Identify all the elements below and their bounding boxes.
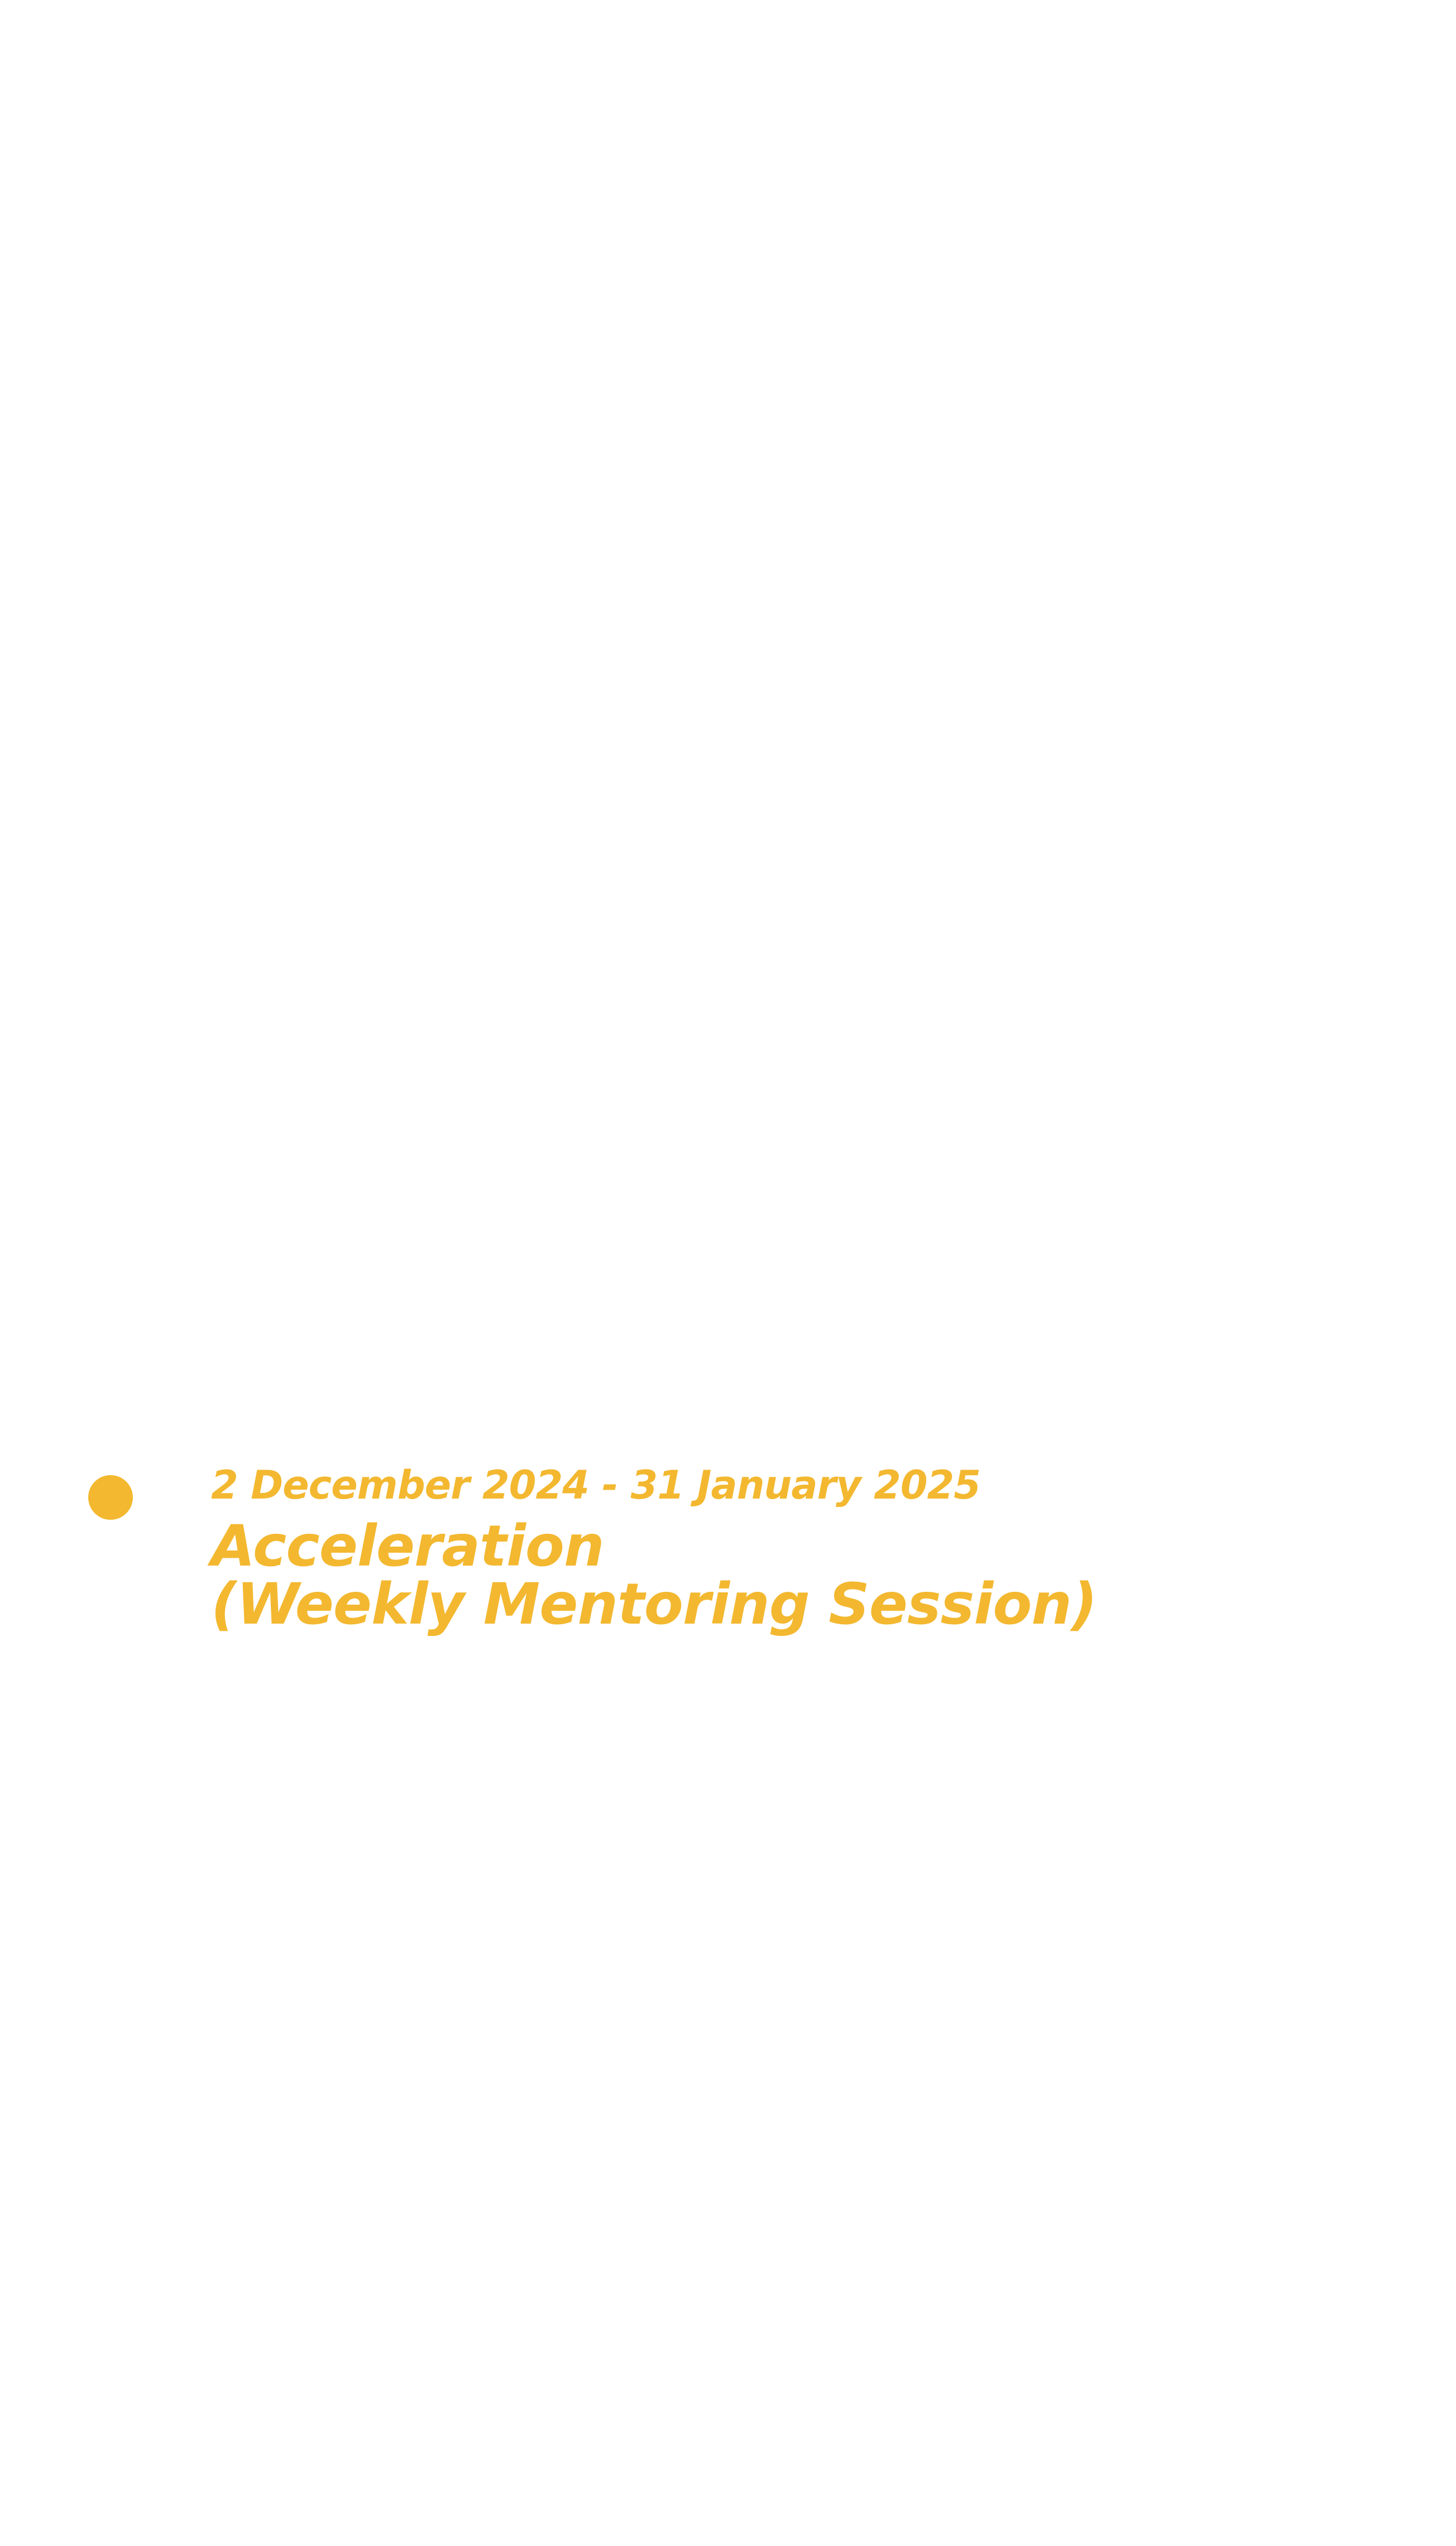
timeline-text [211,1462,1383,1638]
phase-title-line-1: Acceleration [211,1513,604,1580]
phase-title [211,1513,1383,1638]
date-range: 2 December 2024 - 31 January 2025 [211,1462,980,1508]
phase-title-line-2: (Weekly Mentoring Session) [211,1571,1097,1638]
timeline-marker-dot [88,1475,133,1520]
